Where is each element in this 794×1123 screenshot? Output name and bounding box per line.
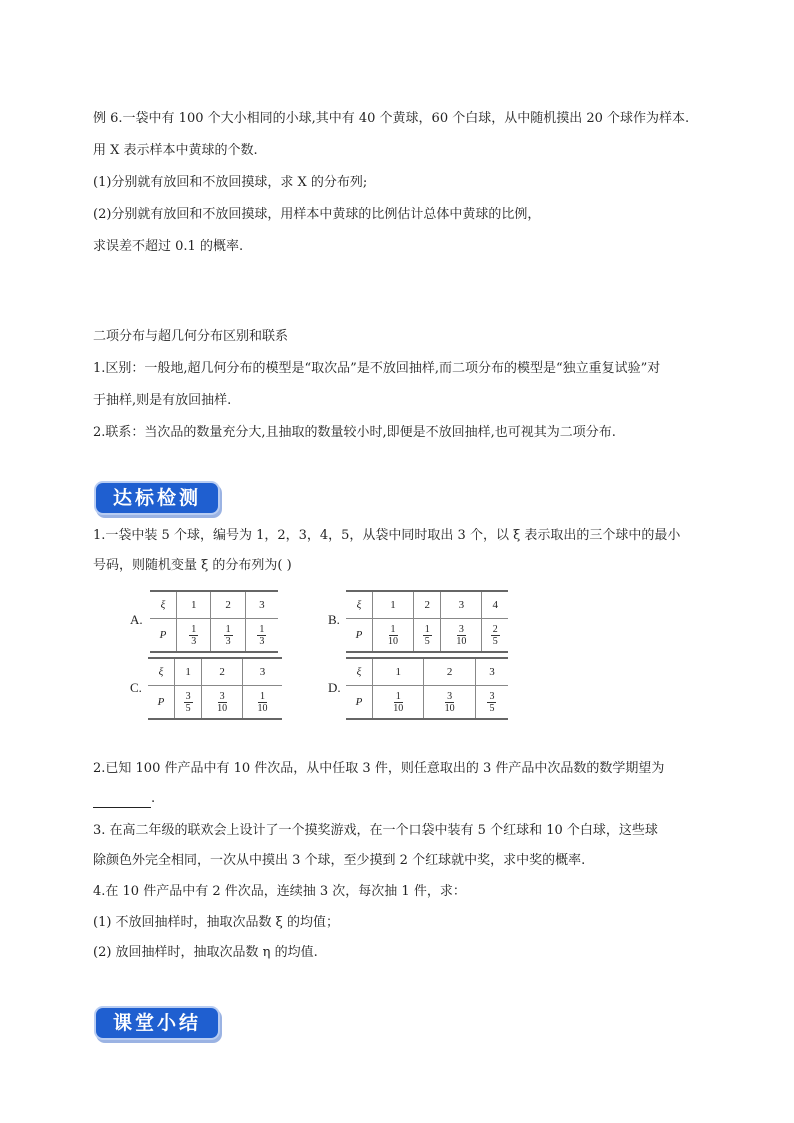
probability-cell (202, 686, 243, 720)
probability-cell (482, 619, 508, 653)
xi-value: 1 (373, 658, 424, 686)
numerator: 1 (260, 691, 265, 702)
q2-answer-line (93, 790, 155, 808)
numerator: 1 (424, 624, 430, 635)
option-d-label: D. (328, 680, 341, 695)
denominator: 5 (492, 636, 498, 647)
q2-tail: . (151, 791, 156, 806)
probability-cell (175, 686, 202, 720)
xi-value: 3 (245, 591, 278, 619)
denominator: 10 (393, 703, 404, 714)
comparison-line-3: 2.联系：当次品的数量充分大,且抽取的数量较小时,即便是不放回抽样,也可视其为二项分布. (93, 425, 616, 440)
denominator: 3 (225, 636, 231, 647)
option-c-label: C. (130, 680, 142, 695)
xi-value: 3 (475, 658, 508, 686)
xi-header: ξ (150, 591, 177, 619)
fraction (454, 624, 468, 647)
section-badge-title: 课堂小结 (112, 1012, 201, 1034)
q4-line-2: (1) 不放回抽样时，抽取次品数 ξ 的均值； (93, 915, 339, 930)
probability-cell (441, 619, 482, 653)
fraction (391, 691, 405, 714)
xi-value: 2 (202, 658, 243, 686)
probability-cell (373, 619, 414, 653)
xi-value: 2 (211, 591, 245, 619)
section-badge-dabiao (96, 483, 218, 513)
section-badge-xiaojie (96, 1008, 218, 1038)
p-header: P (157, 696, 165, 708)
xi-value: 1 (177, 591, 211, 619)
numerator: 3 (447, 691, 453, 702)
probability-cell (475, 686, 508, 720)
answer-blank (93, 793, 151, 808)
probability-cell (414, 619, 441, 653)
numerator: 3 (458, 624, 464, 635)
fraction (189, 624, 198, 647)
numerator: 3 (219, 691, 225, 702)
denominator: 10 (257, 703, 268, 714)
numerator: 1 (395, 691, 401, 702)
fraction (487, 691, 496, 714)
xi-value: 3 (441, 591, 482, 619)
fraction (224, 624, 233, 647)
q4-line-3: (2) 放回抽样时，抽取次品数 η 的均值. (93, 945, 318, 960)
probability-cell (245, 619, 278, 653)
numerator: 1 (259, 624, 265, 635)
xi-header: ξ (346, 591, 373, 619)
fraction (256, 691, 270, 714)
denominator: 5 (185, 703, 191, 714)
fraction (386, 624, 400, 647)
xi-value: 2 (424, 658, 475, 686)
probability-cell (424, 686, 475, 720)
fraction (491, 624, 500, 647)
probability-cell (177, 619, 211, 653)
example-line-4: (2)分别就有放回和不放回摸球，用样本中黄球的比例估计总体中黄球的比例， (93, 207, 541, 222)
option-c-table (148, 657, 282, 720)
example-line-5: 求误差不超过 0.1 的概率. (93, 239, 244, 254)
fraction (423, 624, 432, 647)
denominator: 5 (424, 636, 430, 647)
probability-cell (211, 619, 245, 653)
section-badge-title: 达标检测 (112, 487, 201, 509)
numerator: 1 (225, 624, 231, 635)
q1-line-2: 号码，则随机变量 ξ 的分布列为( ) (93, 558, 292, 573)
denominator: 10 (217, 703, 228, 714)
comparison-line-2: 于抽样,则是有放回抽样. (93, 393, 232, 408)
denominator: 10 (444, 703, 455, 714)
q2-line-1: 2.已知 100 件产品中有 10 件次品，从中任取 3 件，则任意取出的 3 件产品中次品数的数学期望为 (93, 761, 665, 776)
xi-value: 4 (482, 591, 508, 619)
fraction (257, 624, 266, 647)
xi-header: ξ (346, 658, 373, 686)
numerator: 1 (191, 624, 197, 635)
option-b-label: B. (328, 612, 340, 627)
example-line-2: 用 X 表示样本中黄球的个数. (93, 143, 258, 158)
fraction (443, 691, 457, 714)
denominator: 3 (259, 636, 265, 647)
q1-line-1: 1.一袋中装 5 个球，编号为 1，2，3，4，5，从袋中同时取出 3 个，以 ξ 表示取出的三个球中的最小 (93, 528, 681, 543)
xi-header: ξ (148, 658, 175, 686)
probability-cell (243, 686, 282, 720)
fraction (184, 691, 193, 714)
probability-cell (373, 686, 424, 720)
comparison-line-1: 1.区别：一般地,超几何分布的模型是“取次品”是不放回抽样,而二项分布的模型是“独立重复试验”对 (93, 361, 661, 376)
denominator: 5 (489, 703, 495, 714)
denominator: 10 (388, 636, 399, 647)
xi-value: 2 (414, 591, 441, 619)
comparison-title: 二项分布与超几何分布区别和联系 (93, 329, 289, 344)
q3-line-1: 3. 在高二年级的联欢会上设计了一个摸奖游戏，在一个口袋中装有 5 个红球和 10 个白球，这些球 (93, 823, 658, 838)
xi-value: 1 (373, 591, 414, 619)
numerator: 1 (390, 624, 396, 635)
q3-line-2: 除颜色外完全相同，一次从中摸出 3 个球，至少摸到 2 个红球就中奖，求中奖的概率. (93, 853, 586, 868)
xi-value: 1 (175, 658, 202, 686)
p-header: P (159, 629, 167, 641)
q4-line-1: 4.在 10 件产品中有 2 件次品，连续抽 3 次，每次抽 1 件，求： (93, 884, 466, 899)
option-b-table (346, 590, 508, 653)
xi-value: 3 (243, 658, 282, 686)
fraction (215, 691, 229, 714)
option-a-label: A. (130, 612, 143, 627)
numerator: 3 (489, 691, 495, 702)
option-d-table (346, 657, 508, 720)
p-header: P (355, 629, 363, 641)
example-line-1: 例 6.一袋中有 100 个大小相同的小球,其中有 40 个黄球，60 个白球，从中随机摸出 20 个球作为样本. (93, 111, 690, 126)
example-line-3: (1)分别就有放回和不放回摸球，求 X 的分布列; (93, 175, 368, 190)
p-header: P (355, 696, 363, 708)
option-a-table (150, 590, 278, 653)
numerator: 2 (492, 624, 498, 635)
denominator: 3 (191, 636, 197, 647)
numerator: 3 (185, 691, 191, 702)
denominator: 10 (456, 636, 467, 647)
